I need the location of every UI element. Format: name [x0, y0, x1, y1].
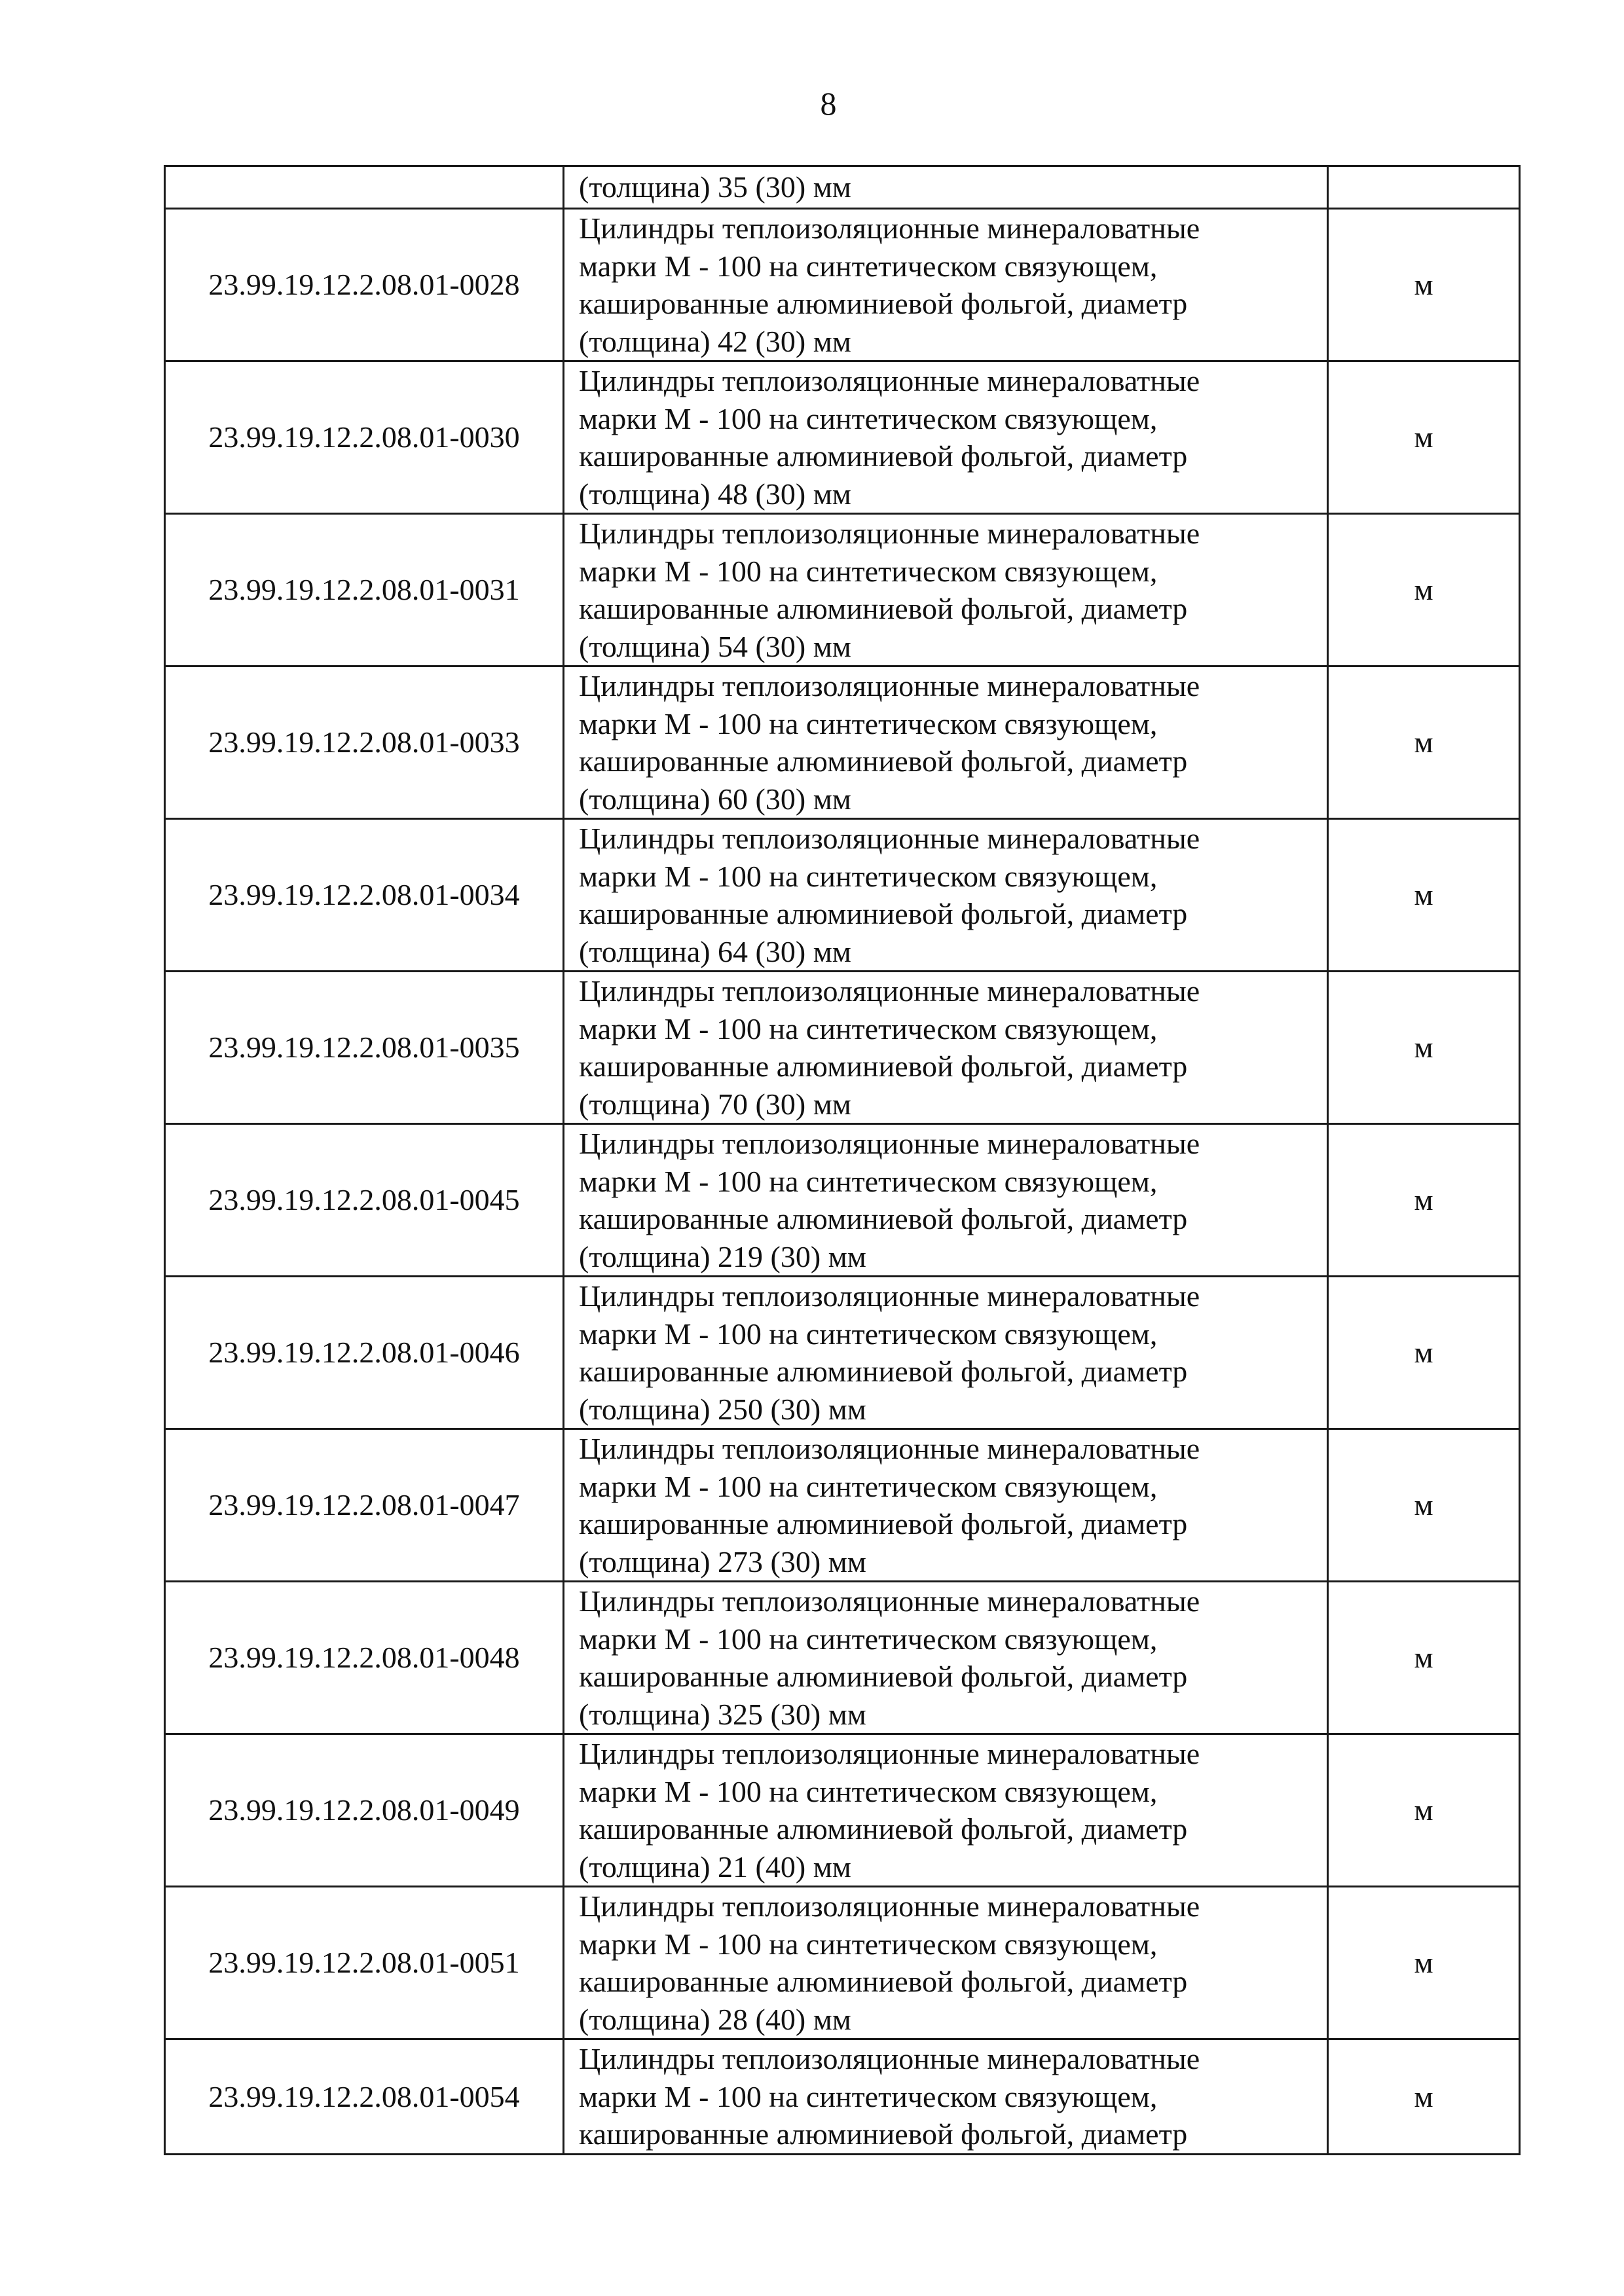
resource-name-line: Цилиндры теплоизоляционные минераловатные	[579, 211, 1200, 245]
resource-name-line: марки М - 100 на синтетическом связующем,	[579, 554, 1158, 588]
cell-unit: м	[1328, 972, 1520, 1124]
resource-name-line: (толщина) 60 (30) мм	[579, 782, 851, 816]
cell-resource-code: 23.99.19.12.2.08.01-0045	[165, 1124, 564, 1277]
table-row	[165, 1887, 1520, 2039]
cell-resource-name	[564, 209, 1328, 361]
spec-table-wrapper	[164, 165, 1506, 2155]
resource-name-line: Цилиндры теплоизоляционные минераловатные	[579, 1279, 1200, 1313]
resource-name-line: марки М - 100 на синтетическом связующем,	[579, 1469, 1158, 1503]
cell-resource-code	[165, 166, 564, 209]
cell-resource-code: 23.99.19.12.2.08.01-0046	[165, 1277, 564, 1429]
resource-name-line: кашированные алюминиевой фольгой, диаметр	[579, 897, 1188, 930]
cell-resource-name	[564, 972, 1328, 1124]
cell-resource-code: 23.99.19.12.2.08.01-0028	[165, 209, 564, 361]
resource-name-line: Цилиндры теплоизоляционные минераловатные	[579, 517, 1200, 550]
table-row	[165, 166, 1520, 209]
resource-name-line: Цилиндры теплоизоляционные минераловатные	[579, 1127, 1200, 1160]
resource-name-line: марки М - 100 на синтетическом связующем,	[579, 859, 1158, 893]
spec-table-body	[165, 166, 1520, 2155]
cell-resource-code: 23.99.19.12.2.08.01-0034	[165, 819, 564, 972]
resource-name-line: кашированные алюминиевой фольгой, диаметр	[579, 592, 1188, 625]
cell-unit	[1328, 166, 1520, 209]
table-row	[165, 1429, 1520, 1582]
table-row	[165, 666, 1520, 819]
cell-unit: м	[1328, 361, 1520, 514]
cell-resource-name	[564, 1582, 1328, 1734]
resource-name-line: Цилиндры теплоизоляционные минераловатные	[579, 2042, 1200, 2075]
resource-name-line: кашированные алюминиевой фольгой, диаметр	[579, 1660, 1188, 1693]
resource-name-line: Цилиндры теплоизоляционные минераловатные	[579, 1737, 1200, 1770]
resource-name-line: кашированные алюминиевой фольгой, диаметр	[579, 1355, 1188, 1388]
cell-resource-name	[564, 1124, 1328, 1277]
resource-name-line: (толщина) 35 (30) мм	[579, 170, 851, 204]
cell-resource-code: 23.99.19.12.2.08.01-0031	[165, 514, 564, 666]
resource-name-line: кашированные алюминиевой фольгой, диаметр	[579, 287, 1188, 320]
resource-name-line: Цилиндры теплоизоляционные минераловатные	[579, 364, 1200, 397]
cell-resource-name	[564, 1734, 1328, 1887]
cell-resource-name	[564, 166, 1328, 209]
resource-name-line: (толщина) 21 (40) мм	[579, 1850, 851, 1884]
cell-unit: м	[1328, 1582, 1520, 1734]
resource-name-line: Цилиндры теплоизоляционные минераловатные	[579, 1432, 1200, 1465]
cell-unit: м	[1328, 1887, 1520, 2039]
resource-name-line: марки М - 100 на синтетическом связующем,	[579, 1011, 1158, 1046]
page-number: 8	[820, 85, 837, 122]
cell-unit: м	[1328, 209, 1520, 361]
cell-resource-name	[564, 819, 1328, 972]
cell-resource-code: 23.99.19.12.2.08.01-0030	[165, 361, 564, 514]
resource-name-line: марки М - 100 на синтетическом связующем,	[579, 1622, 1158, 1656]
cell-resource-name	[564, 514, 1328, 666]
resource-name-line: марки М - 100 на синтетическом связующем,	[579, 706, 1158, 740]
cell-resource-code: 23.99.19.12.2.08.01-0047	[165, 1429, 564, 1582]
resource-name-line: (толщина) 64 (30) мм	[579, 934, 851, 968]
table-row	[165, 1277, 1520, 1429]
cell-resource-name	[564, 1277, 1328, 1429]
resource-name-line: Цилиндры теплоизоляционные минераловатные	[579, 1889, 1200, 1923]
table-row	[165, 2039, 1520, 2155]
cell-resource-name	[564, 1887, 1328, 2039]
table-row	[165, 1582, 1520, 1734]
cell-resource-name	[564, 361, 1328, 514]
cell-unit: м	[1328, 1124, 1520, 1277]
resource-name-line: (толщина) 325 (30) мм	[579, 1697, 866, 1731]
cell-resource-code: 23.99.19.12.2.08.01-0049	[165, 1734, 564, 1887]
cell-resource-code: 23.99.19.12.2.08.01-0033	[165, 666, 564, 819]
resource-name-line: марки М - 100 на синтетическом связующем,	[579, 1317, 1158, 1351]
resource-name-line: марки М - 100 на синтетическом связующем,	[579, 2079, 1158, 2113]
cell-unit: м	[1328, 819, 1520, 972]
resource-name-line: (толщина) 273 (30) мм	[579, 1544, 866, 1578]
table-row	[165, 514, 1520, 666]
resource-name-line: марки М - 100 на синтетическом связующем,	[579, 1164, 1158, 1198]
resource-name-line: Цилиндры теплоизоляционные минераловатные	[579, 974, 1200, 1008]
resource-name-line: (толщина) 54 (30) мм	[579, 629, 851, 663]
resource-name-line: кашированные алюминиевой фольгой, диаметр	[579, 1965, 1188, 1998]
cell-resource-name	[564, 666, 1328, 819]
resource-name-line: Цилиндры теплоизоляционные минераловатные	[579, 1584, 1200, 1618]
resource-name-line: Цилиндры теплоизоляционные минераловатные	[579, 822, 1200, 855]
table-row	[165, 972, 1520, 1124]
table-row	[165, 361, 1520, 514]
cell-unit: м	[1328, 1429, 1520, 1582]
resource-name-line: кашированные алюминиевой фольгой, диаметр	[579, 439, 1188, 473]
table-row	[165, 819, 1520, 972]
cell-unit: м	[1328, 514, 1520, 666]
resource-name-line: марки М - 100 на синтетическом связующем,	[579, 401, 1158, 435]
resource-name-line: кашированные алюминиевой фольгой, диаметр	[579, 1049, 1188, 1083]
table-row	[165, 1124, 1520, 1277]
cell-unit: м	[1328, 1277, 1520, 1429]
resource-name-line: (толщина) 42 (30) мм	[579, 324, 851, 358]
spec-table	[164, 165, 1521, 2155]
resource-name-line: (толщина) 28 (40) мм	[579, 2002, 851, 2036]
cell-unit: м	[1328, 2039, 1520, 2155]
table-row	[165, 1734, 1520, 1887]
resource-name-line: Цилиндры теплоизоляционные минераловатные	[579, 669, 1200, 702]
cell-resource-code: 23.99.19.12.2.08.01-0054	[165, 2039, 564, 2155]
cell-unit: м	[1328, 1734, 1520, 1887]
resource-name-line: кашированные алюминиевой фольгой, диаметр	[579, 1812, 1188, 1846]
resource-name-line: (толщина) 219 (30) мм	[579, 1239, 866, 1273]
resource-name-line: марки М - 100 на синтетическом связующем,	[579, 1774, 1158, 1808]
cell-resource-name	[564, 1429, 1328, 1582]
cell-resource-code: 23.99.19.12.2.08.01-0035	[165, 972, 564, 1124]
resource-name-line: кашированные алюминиевой фольгой, диаметр	[579, 744, 1188, 778]
resource-name-line: кашированные алюминиевой фольгой, диаметр	[579, 1507, 1188, 1540]
resource-name-line: кашированные алюминиевой фольгой, диаметр	[579, 2117, 1188, 2151]
resource-name-line: (толщина) 70 (30) мм	[579, 1087, 851, 1121]
cell-unit: м	[1328, 666, 1520, 819]
resource-name-line: марки М - 100 на синтетическом связующем,	[579, 1927, 1158, 1961]
resource-name-line: (толщина) 250 (30) мм	[579, 1392, 866, 1426]
resource-name-line: (толщина) 48 (30) мм	[579, 477, 851, 511]
resource-name-line: марки М - 100 на синтетическом связующем,	[579, 249, 1158, 283]
table-row	[165, 209, 1520, 361]
cell-resource-code: 23.99.19.12.2.08.01-0051	[165, 1887, 564, 2039]
resource-name-line: кашированные алюминиевой фольгой, диаметр	[579, 1202, 1188, 1235]
cell-resource-code: 23.99.19.12.2.08.01-0048	[165, 1582, 564, 1734]
cell-resource-name	[564, 2039, 1328, 2155]
